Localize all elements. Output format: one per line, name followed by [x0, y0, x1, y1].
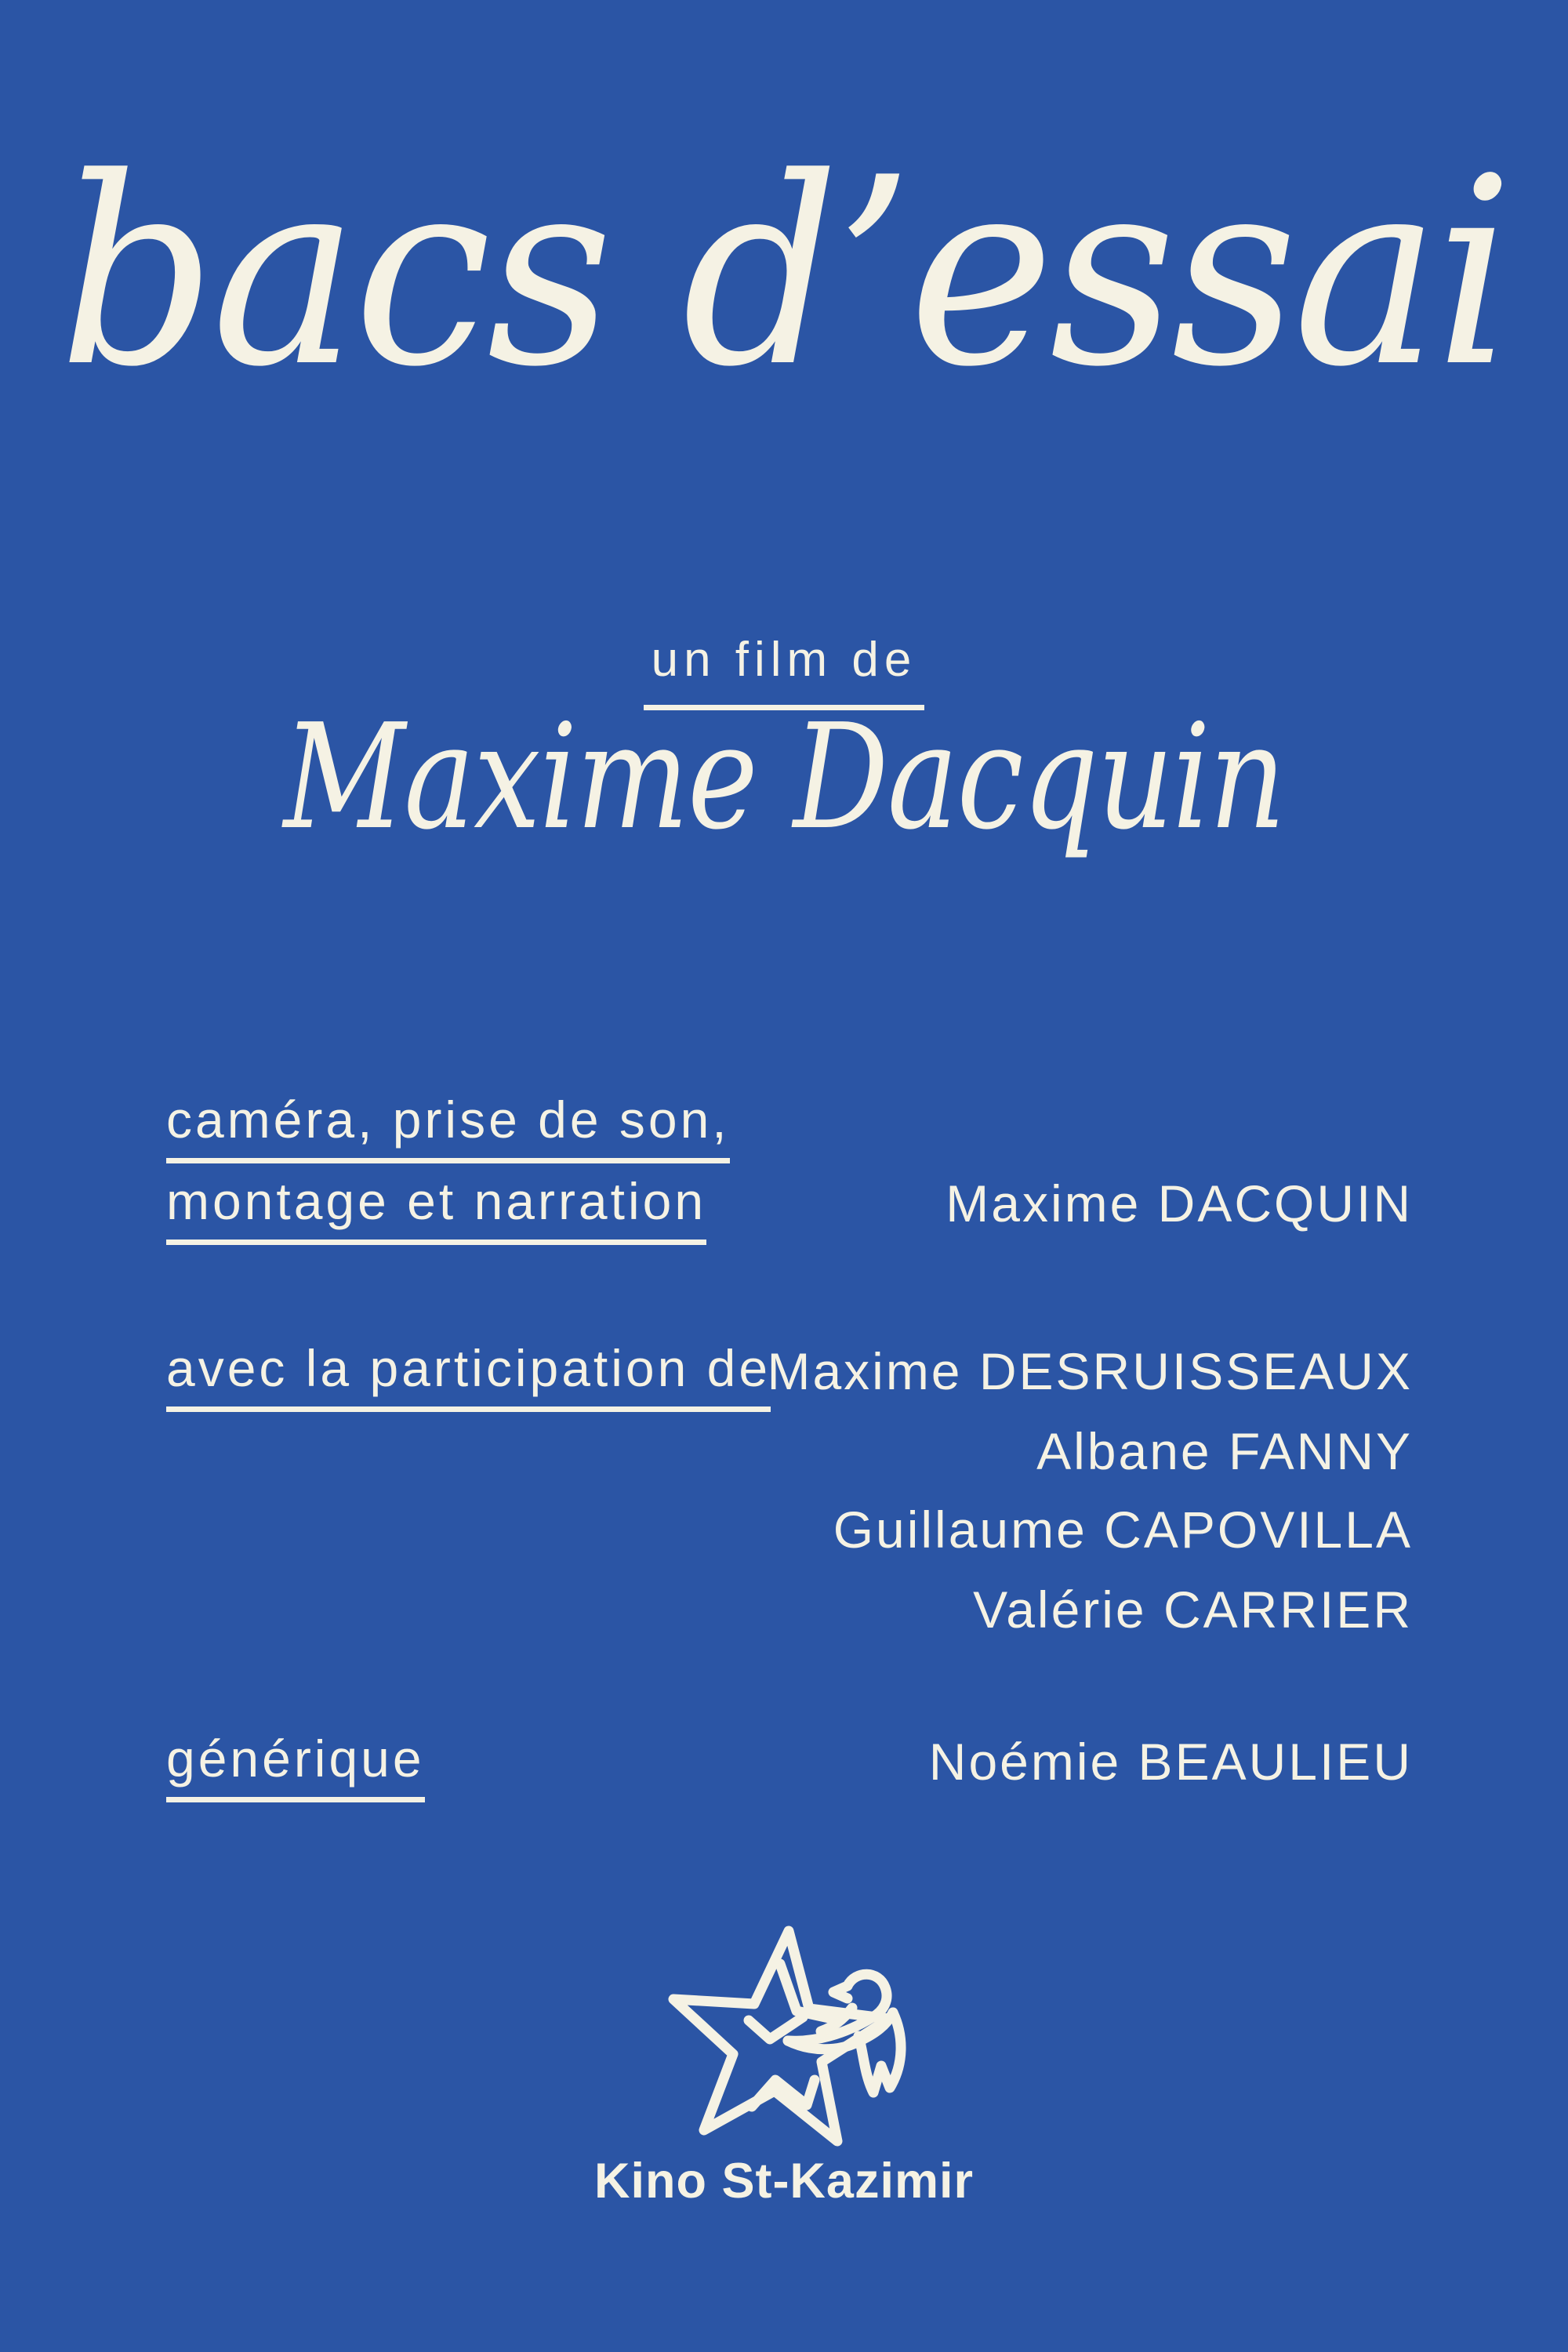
credit-name-carrier: Valérie CARRIER [973, 1581, 1413, 1639]
director-name: Maxime Dacquin [283, 692, 1285, 862]
credit-name-fanny: Albane FANNY [1036, 1422, 1413, 1480]
credit-name-dacquin: Maxime DACQUIN [946, 1174, 1413, 1232]
credit-role-camera-line2: montage et narration [166, 1175, 706, 1245]
production-logo [636, 1925, 932, 2160]
credit-name-capovilla: Guillaume CAPOVILLA [833, 1501, 1413, 1559]
byline-label: un film de [644, 632, 925, 710]
star-bird-doodle-icon [655, 1925, 913, 2160]
credit-name-desruisseaux: Maxime DESRUISSEAUX [767, 1342, 1413, 1400]
film-title: bacs d’essai [58, 122, 1510, 423]
credit-name-beaulieu: Noémie BEAULIEU [928, 1733, 1413, 1791]
credit-role-generique: générique [166, 1733, 425, 1802]
credit-role-participation: avec la participation de [166, 1342, 771, 1412]
logo-caption: Kino St-Kazimir [593, 2154, 975, 2209]
credit-role-camera-line1: caméra, prise de son, [166, 1094, 730, 1163]
